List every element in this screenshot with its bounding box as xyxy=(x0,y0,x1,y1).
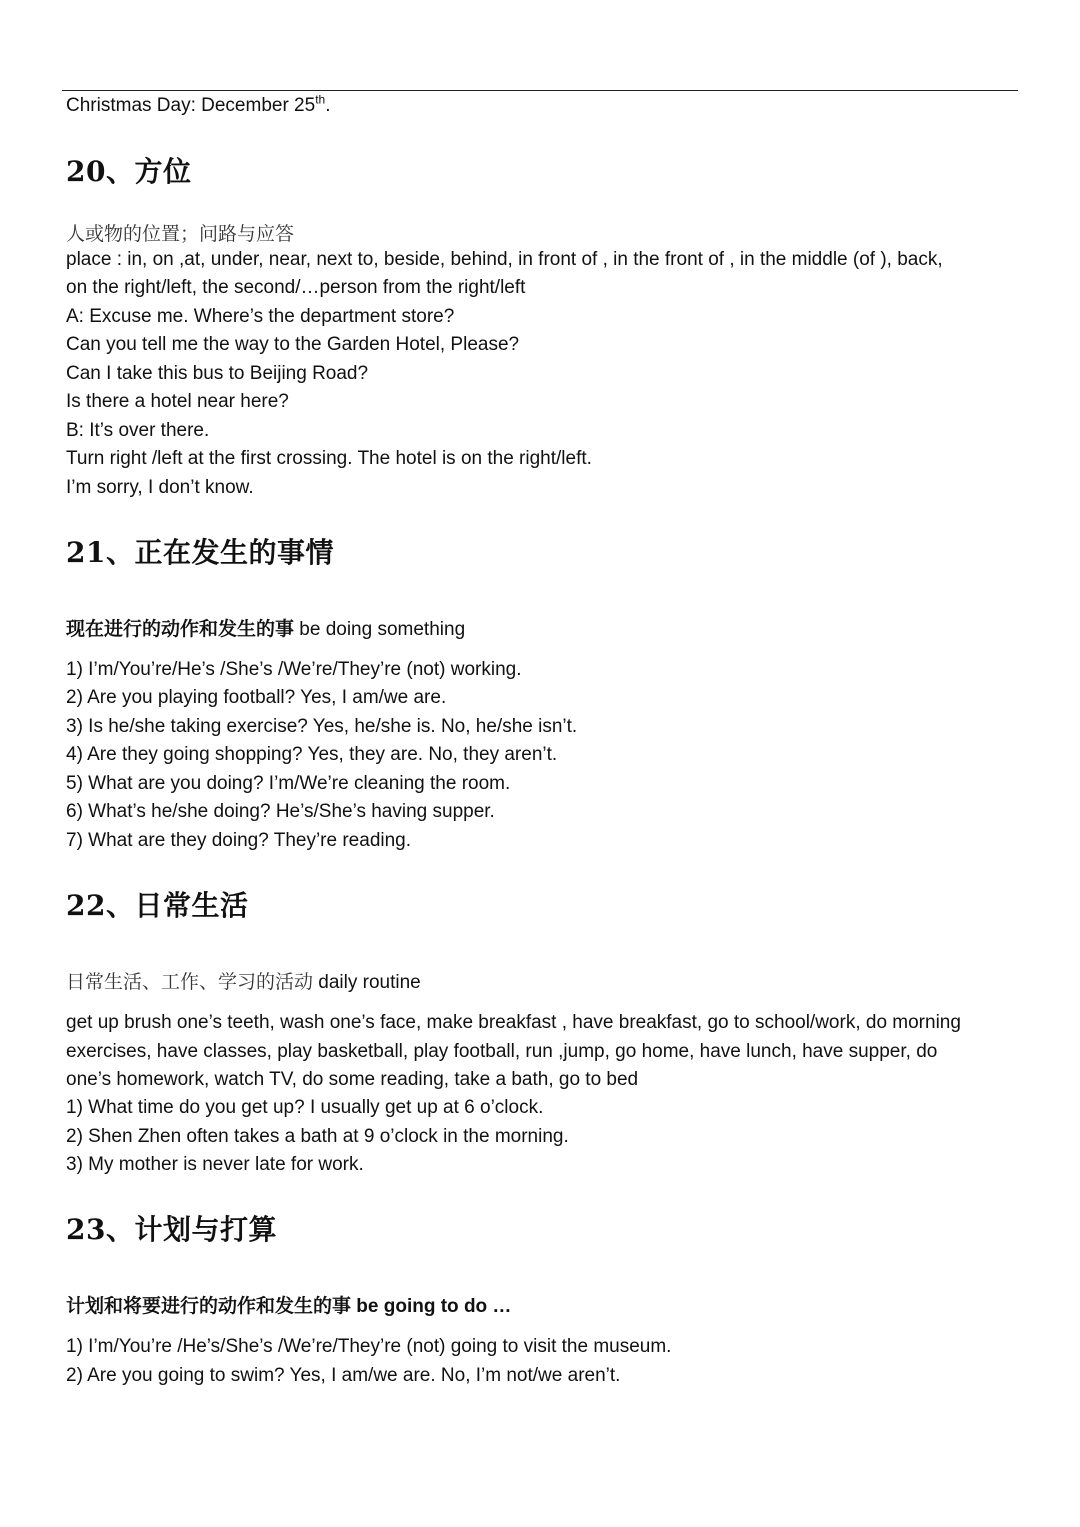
section-23-line: 1) I’m/You’re /He’s/She’s /We’re/They’re (not) going to visit the museum. xyxy=(66,1336,672,1357)
section-20-line: Can I take this bus to Beijing Road? xyxy=(66,363,369,384)
section-20-line: Can you tell me the way to the Garden Hotel, Please? xyxy=(66,334,520,355)
section-22-line: get up brush one’s teeth, wash one’s face, make breakfast , have breakfast, go to school/work, do morning xyxy=(66,1012,961,1033)
section-21-line: 4) Are they going shopping? Yes, they are. No, they aren’t. xyxy=(66,744,558,765)
section-20-line: Turn right /left at the first crossing. The hotel is on the right/left. xyxy=(66,448,592,469)
section-23-subtitle: 计划和将要进行的动作和发生的事 be going to do … xyxy=(66,1296,512,1317)
section-21-line: 7) What are they doing? They’re reading. xyxy=(66,830,412,851)
section-20-heading: 20、方位 xyxy=(66,155,192,188)
section-20-line: place : in, on ,at, under, near, next to, beside, behind, in front of , in the front of , in the middle (of ), back, xyxy=(66,249,943,270)
section-20-line: Is there a hotel near here? xyxy=(66,391,289,412)
section-20-line: B: It’s over there. xyxy=(66,420,210,441)
section-22-line: 1) What time do you get up? I usually get up at 6 o’clock. xyxy=(66,1097,544,1118)
section-22-heading: 22、日常生活 xyxy=(66,889,249,922)
section-21-line: 3) Is he/she taking exercise? Yes, he/she is. No, he/she isn’t. xyxy=(66,716,578,737)
section-21-line: 1) I’m/You’re/He’s /She’s /We’re/They’re (not) working. xyxy=(66,659,522,680)
section-21-line: 2) Are you playing football? Yes, I am/we are. xyxy=(66,687,447,708)
section-22-subtitle: 日常生活、工作、学习的活动 daily routine xyxy=(66,971,421,993)
section-23-line: 2) Are you going to swim? Yes, I am/we are. No, I’m not/we aren’t. xyxy=(66,1365,621,1386)
section-21-line: 5) What are you doing? I’m/We’re cleaning the room. xyxy=(66,773,511,794)
section-22-line: 3) My mother is never late for work. xyxy=(66,1154,364,1175)
section-21-line: 6) What’s he/she doing? He’s/She’s having supper. xyxy=(66,801,495,822)
section-20-line: I’m sorry, I don’t know. xyxy=(66,477,254,498)
christmas-line: Christmas Day: December 25th. xyxy=(66,92,331,116)
section-22-line: exercises, have classes, play basketball, play football, run ,jump, go home, have lunch, have supper, do xyxy=(66,1041,938,1062)
section-20-subtitle: 人或物的位置；问路与应答 xyxy=(66,223,295,245)
section-20-line: on the right/left, the second/…person from the right/left xyxy=(66,277,526,298)
section-22-line: one’s homework, watch TV, do some reading, take a bath, go to bed xyxy=(66,1069,639,1090)
section-21-subtitle: 现在进行的动作和发生的事 be doing something xyxy=(66,619,466,640)
top-divider xyxy=(62,90,1018,91)
section-22-line: 2) Shen Zhen often takes a bath at 9 o’clock in the morning. xyxy=(66,1126,569,1147)
section-23-heading: 23、计划与打算 xyxy=(66,1213,277,1246)
section-21-heading: 21、正在发生的事情 xyxy=(66,536,334,569)
section-20-line: A: Excuse me. Where’s the department store? xyxy=(66,306,455,327)
